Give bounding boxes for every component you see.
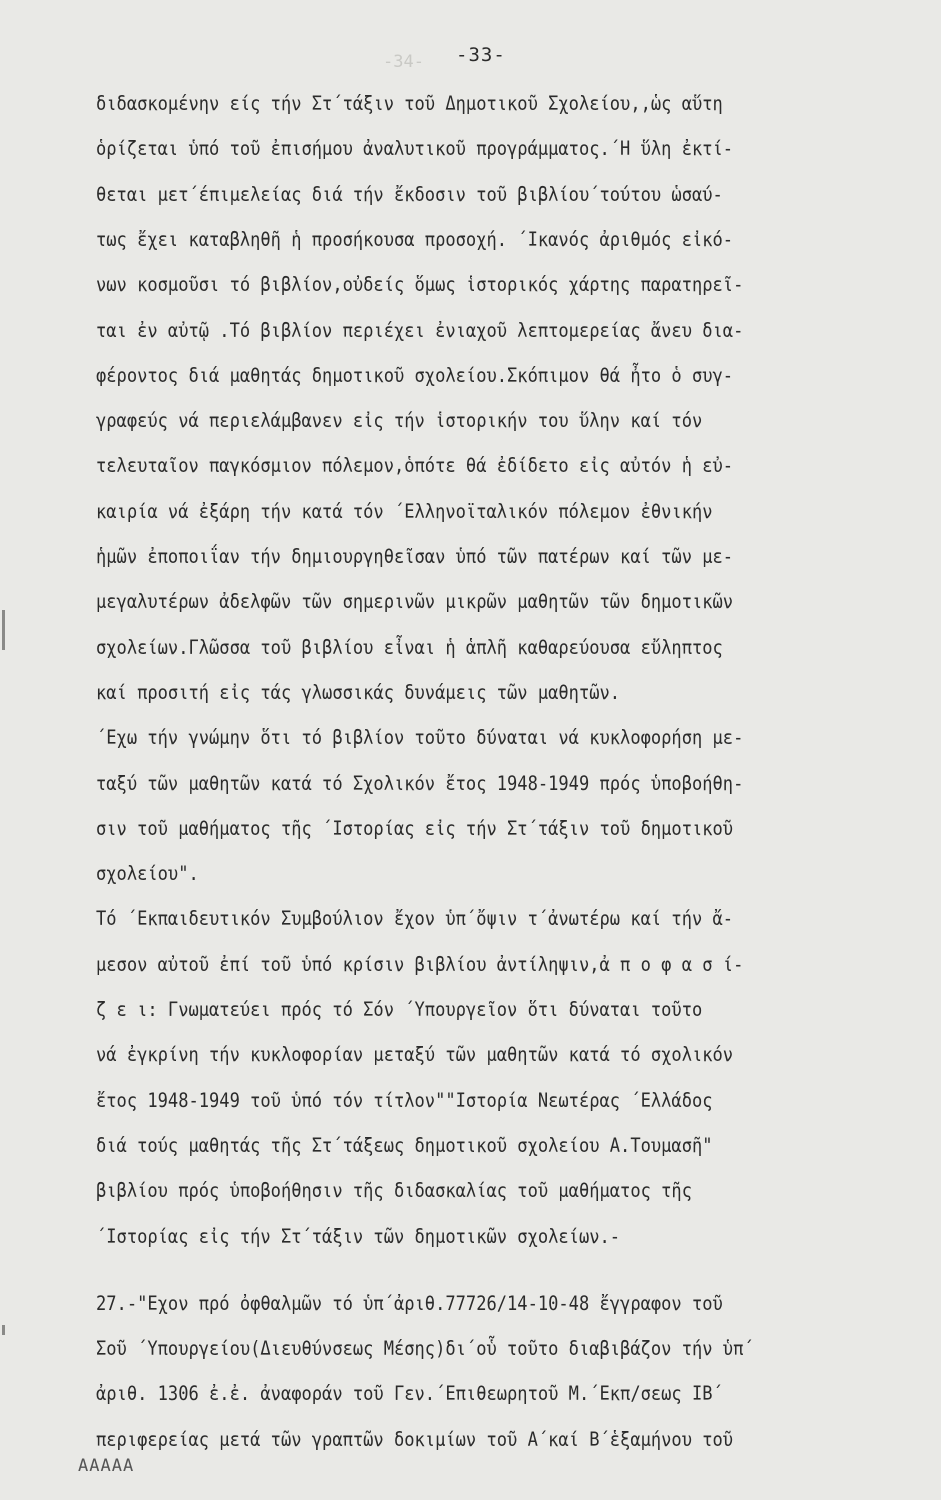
text-line: μεσον αὐτοῦ ἐπί τοῦ ὑπό κρίσιν βιβλίου ἀντίληψιν,ἀ π ο φ α σ ί- [96,952,744,976]
margin-mark [2,1325,5,1335]
text-line: βιβλίου πρός ὑποβοήθησιν τῆς διδασκαλίας τοῦ μαθήματος τῆς [96,1179,692,1203]
text-line: ται ἐν αὐτῷ .Τό βιβλίον περιέχει ἐνιαχοῦ λεπτομερείας ἄνευ δια- [96,318,744,342]
text-line: γραφεύς νά περιελάμβανεν εἰς τήν ἱστορικήν του ὕλην καί τόν [96,409,703,433]
ghost-page-number: -34- [383,52,424,72]
text-line: ὁρίζεται ὑπό τοῦ ἐπισήμου ἀναλυτικοῦ προγράμματος.΄Η ὕλη ἐκτί- [96,137,734,161]
text-line: νων κοσμοῦσι τό βιβλίον,οὐδείς ὅμως ἱστορικός χάρτης παρατηρεῖ- [96,273,744,297]
text-line: ἀριθ. 1306 ἐ.ἐ. ἀναφοράν τοῦ Γεν.΄Επιθεωρητοῦ Μ.΄Εκπ/σεως ΙΒ΄ [96,1382,723,1406]
text-line: φέροντος διά μαθητάς δημοτικοῦ σχολείου.Σκόπιμον θά ἦτο ὁ συγ- [96,363,734,387]
text-line: Σοῦ ΄Υπουργείου(Διευθύνσεως Μέσης)δι΄οὗ τοῦτο διαβιβάζον τήν ὑπ΄ [96,1337,754,1361]
text-line: Τό ΄Εκπαιδευτικόν Συμβούλιον ἔχον ὑπ΄ὄψιν τ΄ἀνωτέρω καί τήν ἄ- [96,907,734,931]
text-line: σιν τοῦ μαθήματος τῆς ΄Ιστορίας εἰς τήν Στ΄τάξιν τοῦ δημοτικοῦ [96,816,734,840]
text-line: θεται μετ΄έπιμελείας διά τήν ἔκδοσιν τοῦ βιβλίου΄τούτου ὡσαύ- [96,182,723,206]
text-line: ταξύ τῶν μαθητῶν κατά τό Σχολικόν ἔτος 1948-1949 πρός ὑποβοήθη- [96,771,744,795]
margin-mark [2,610,5,650]
text-line: διά τούς μαθητάς τῆς Στ΄τάξεως δημοτικοῦ σχολείου Α.Τουμασῆ" [96,1133,713,1157]
text-line: σχολείου". [96,862,199,886]
text-line: ἡμῶν ἐποποιΐαν τήν δημιουργηθεῖσαν ὑπό τῶν πατέρων καί τῶν με- [96,545,734,568]
text-line: περιφερείας μετά τῶν γραπτῶν δοκιμίων τοῦ Α΄καί Β΄ἑξαμήνου τοῦ [96,1427,734,1451]
text-line: καί προσιτή εἰς τάς γλωσσικάς δυνάμεις τῶν μαθητῶν. [96,680,621,704]
text-line: διδασκομένην είς τήν Στ΄τάξιν τοῦ Δημοτικοῦ Σχολείου,,ὡς αὕτη [96,92,723,115]
text-line: ΄Ιστορίας εἰς τήν Στ΄τάξιν τῶν δημοτικῶν σχολείων.- [96,1224,621,1248]
text-line: ἔτος 1948-1949 τοῦ ὑπό τόν τίτλον""Ιστορία Νεωτέρας ΄Ελλάδος [96,1088,713,1112]
text-line: σχολείων.Γλῶσσα τοῦ βιβλίου εἶναι ἡ ἁπλῆ καθαρεύουσα εὔληπτος [96,635,723,659]
footer-mark: ΑΑΑΑΑ [78,1456,135,1476]
text-line: ΄Εχω τήν γνώμην ὅτι τό βιβλίον τοῦτο δύναται νά κυκλοφορήση με- [96,726,744,750]
text-line: τως ἔχει καταβληθῆ ἡ προσήκουσα προσοχή. ΄Ικανός ἀριθμός εἰκό- [96,227,734,251]
text-line: νά ἐγκρίνη τήν κυκλοφορίαν μεταξύ τῶν μαθητῶν κατά τό σχολικόν [96,1043,734,1067]
text-line: καιρία νά ἐξάρη τήν κατά τόν ΄Ελληνοϊταλικόν πόλεμον ἐθνικήν [96,499,713,523]
page-number: -33- [456,44,506,66]
text-line: τελευταῖον παγκόσμιον πόλεμον,ὁπότε θά ἐδίδετο εἰς αὐτόν ἡ εὐ- [96,454,734,478]
text-line: ζ ε ι: Γνωματεύει πρός τό Σόν ΄Υπουργεῖον ὅτι δύναται τοῦτο [96,998,703,1021]
text-line: 27.-"Εχον πρό ὀφθαλμῶν τό ὑπ΄ἀριθ.77726/14-10-48 ἔγγραφον τοῦ [96,1291,723,1315]
text-line: μεγαλυτέρων ἀδελφῶν τῶν σημερινῶν μικρῶν μαθητῶν τῶν δημοτικῶν [96,590,734,614]
